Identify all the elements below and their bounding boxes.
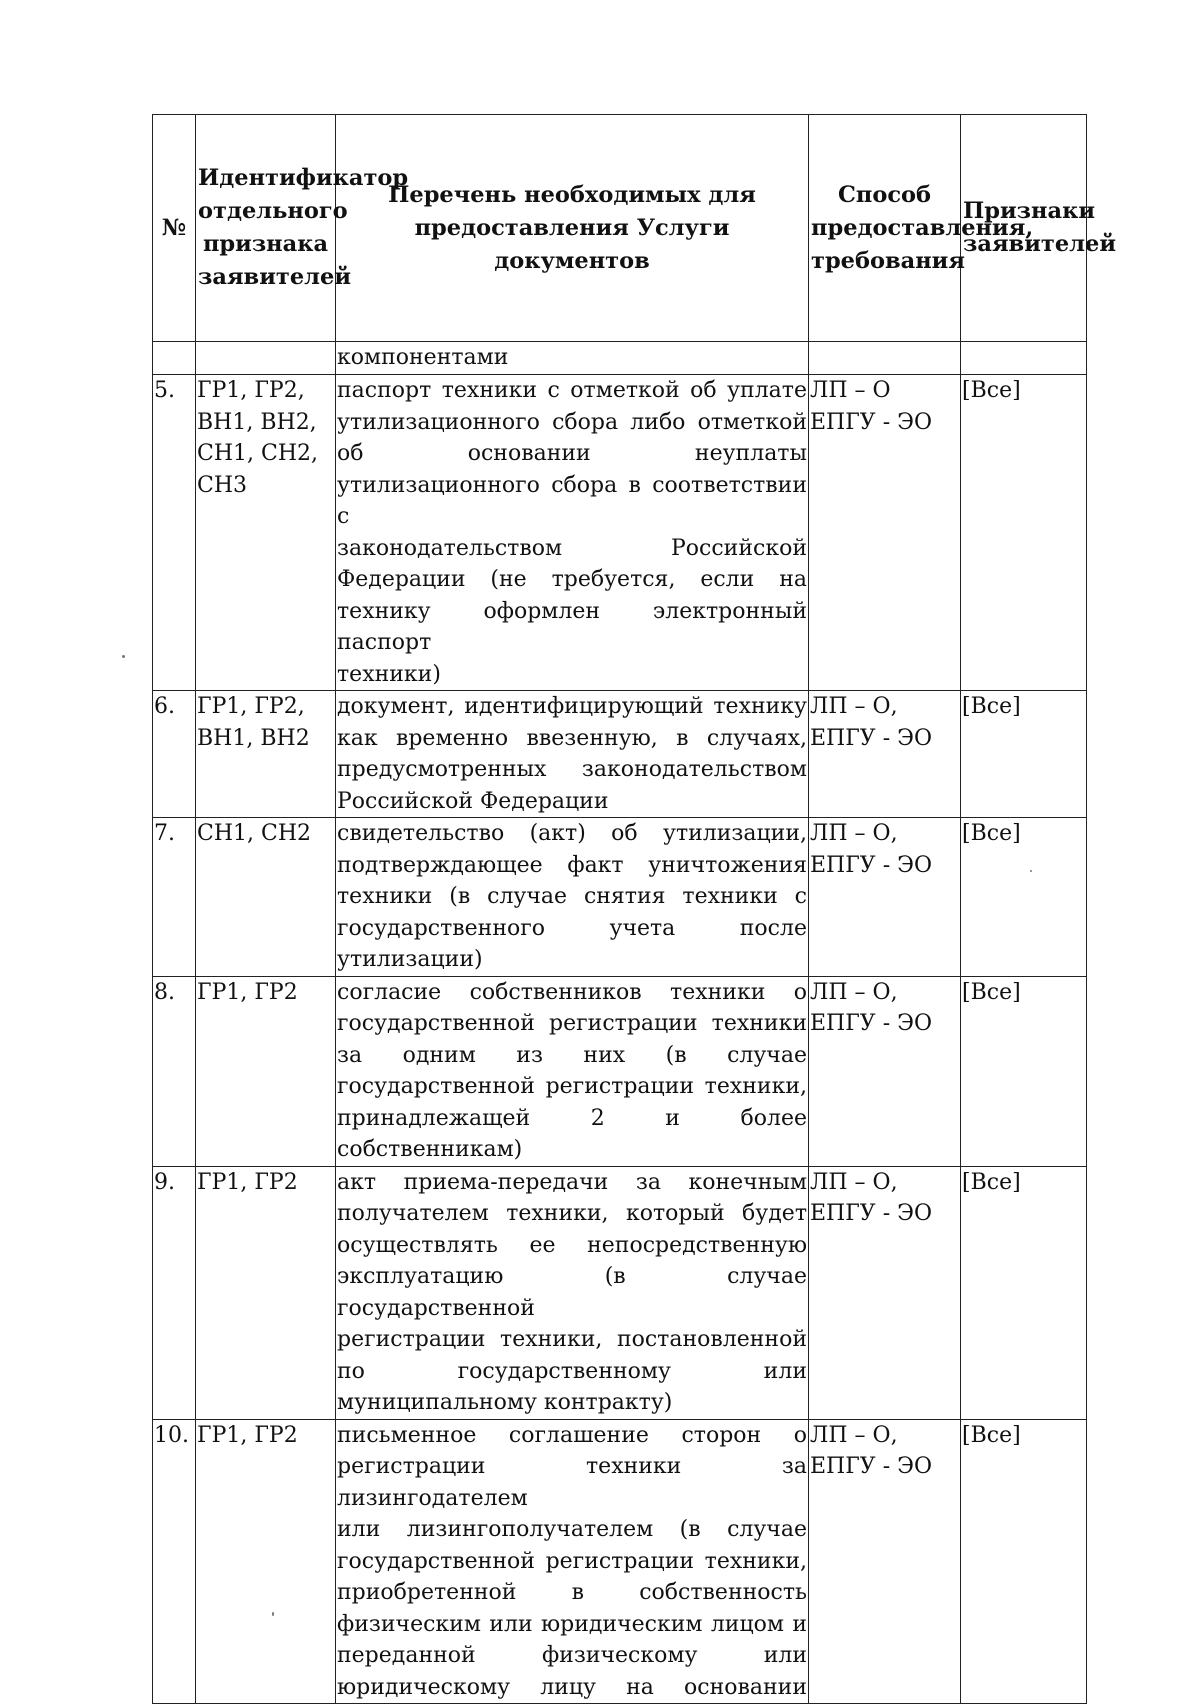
document-line: свидетельство (акт) об утилизации, xyxy=(337,821,807,846)
row-identifier xyxy=(196,976,336,1166)
method-line: ЛП – О, xyxy=(810,979,898,1005)
row-number: 8. xyxy=(153,976,196,1166)
identifier-line: ГР1, ГР2 xyxy=(197,1169,298,1195)
row-number: 7. xyxy=(153,818,196,977)
method-line: ЛП – О, xyxy=(810,1169,898,1195)
method-line: ЕПГУ - ЭО xyxy=(810,725,932,751)
document-line: юридическому лицу на основании xyxy=(337,1674,807,1700)
identifier-line: СН3 xyxy=(197,472,248,498)
document-line: эксплуатацию (в случае государственной xyxy=(337,1264,807,1321)
row-document-text xyxy=(336,1166,809,1419)
row-number: 10. xyxy=(153,1419,196,1704)
table-header-row xyxy=(153,115,1087,342)
table-row xyxy=(153,691,1087,818)
document-line: утилизационного сбора в соответствии с xyxy=(337,472,807,529)
identifier-line: ГР1, ГР2, xyxy=(197,378,305,403)
document-line: физическим или юридическим лицом и xyxy=(337,1611,807,1637)
document-line: техники) xyxy=(337,661,441,687)
header-documents: Перечень необходимых для предоставления Услуги документов xyxy=(336,115,809,342)
row-method xyxy=(809,818,961,977)
document-line: государственного учета после xyxy=(337,915,807,941)
row-document-text xyxy=(336,818,809,977)
scan-speck xyxy=(122,655,125,658)
document-line: собственникам) xyxy=(337,1137,523,1162)
row-document-text xyxy=(336,691,809,818)
document-line: утилизации) xyxy=(337,947,483,972)
document-line: как временно ввезенную, в случаях, xyxy=(337,725,807,751)
header-signs: Признаки заявителей xyxy=(961,115,1087,342)
method-line: ЕПГУ - ЭО xyxy=(810,409,932,435)
document-line: переданной физическому или xyxy=(337,1643,807,1668)
row-method xyxy=(809,691,961,818)
identifier-line: ВН1, ВН2, xyxy=(197,409,317,435)
document-line: или лизингополучателем (в случае xyxy=(337,1517,807,1542)
row-method xyxy=(809,1419,961,1704)
document-line: паспорт техники с отметкой об уплате xyxy=(337,378,807,403)
method-line: ЛП – О, xyxy=(810,821,898,846)
row-number: 5. xyxy=(153,375,196,691)
document-line: осуществлять ее непосредственную xyxy=(337,1232,807,1258)
table-row xyxy=(153,818,1087,977)
header-identifier: Идентификатор отдельного признака заявителей xyxy=(196,115,336,342)
identifier-line: ГР1, ГР2 xyxy=(197,1422,298,1448)
document-line: регистрации техники, постановленной xyxy=(337,1327,807,1352)
header-number: № xyxy=(153,115,196,342)
row-identifier xyxy=(196,375,336,691)
method-line: ЕПГУ - ЭО xyxy=(810,852,932,878)
document-line: регистрации техники за лизингодателем xyxy=(337,1454,807,1511)
row-method xyxy=(809,375,961,691)
row-signs: [Все] xyxy=(961,1419,1087,1704)
document-line: технику оформлен электронный паспорт xyxy=(337,598,807,655)
continuation-text: компонентами xyxy=(336,342,809,375)
row-identifier xyxy=(196,691,336,818)
method-line: ЛП – О, xyxy=(810,1422,898,1448)
document-line: акт приема-передачи за конечным xyxy=(337,1169,807,1195)
scan-speck xyxy=(272,1612,274,1616)
document-line: Российской Федерации xyxy=(337,788,609,814)
row-signs: [Все] xyxy=(961,818,1087,977)
document-line: по государственному или xyxy=(337,1358,807,1384)
documents-table xyxy=(152,114,1117,1704)
document-line: принадлежащей 2 и более xyxy=(337,1105,807,1131)
table-row xyxy=(153,375,1087,691)
document-line: за одним из них (в случае xyxy=(337,1042,807,1068)
row-document-text xyxy=(336,976,809,1166)
method-line: ЛП – О, xyxy=(810,694,898,719)
row-method xyxy=(809,1166,961,1419)
row-document-text xyxy=(336,1419,809,1704)
header-method: Способ предоставления, требования xyxy=(809,115,961,342)
continuation-row xyxy=(153,342,1087,375)
row-document-text xyxy=(336,375,809,691)
identifier-line: СН1, СН2, xyxy=(197,441,319,466)
row-signs: [Все] xyxy=(961,976,1087,1166)
table-row xyxy=(153,1166,1087,1419)
scan-speck xyxy=(1030,870,1032,872)
document-line: государственной регистрации техники, xyxy=(337,1548,807,1574)
method-line: ЕПГУ - ЭО xyxy=(810,1201,932,1226)
method-line: ЕПГУ - ЭО xyxy=(810,1454,932,1479)
document-line: государственной регистрации техники, xyxy=(337,1074,807,1099)
document-line: техники (в случае снятия техники с xyxy=(337,884,807,909)
row-signs: [Все] xyxy=(961,691,1087,818)
table-row xyxy=(153,1419,1087,1704)
document-line: утилизационного сбора либо отметкой xyxy=(337,409,807,435)
document-line: приобретенной в собственность xyxy=(337,1580,807,1605)
document-line: согласие собственников техники о xyxy=(337,979,807,1005)
row-number: 9. xyxy=(153,1166,196,1419)
document-line: Федерации (не требуется, если на xyxy=(337,567,807,592)
document-line: муниципальному контракту) xyxy=(337,1390,673,1415)
document-line: письменное соглашение сторон о xyxy=(337,1422,807,1448)
row-signs: [Все] xyxy=(961,1166,1087,1419)
row-number: 6. xyxy=(153,691,196,818)
document-line: об основании неуплаты xyxy=(337,441,807,466)
row-identifier xyxy=(196,818,336,977)
method-line: ЛП – О xyxy=(810,378,891,403)
identifier-line: СН1, СН2 xyxy=(197,821,312,846)
document-line: подтверждающее факт уничтожения xyxy=(337,852,807,878)
row-identifier xyxy=(196,1419,336,1704)
table-row xyxy=(153,976,1087,1166)
document-line: получателем техники, который будет xyxy=(337,1201,807,1226)
document-line: документ, идентифицирующий технику xyxy=(337,694,807,719)
identifier-line: ГР1, ГР2, xyxy=(197,694,305,719)
document-line: государственной регистрации техники xyxy=(337,1011,807,1036)
row-signs: [Все] xyxy=(961,375,1087,691)
row-identifier xyxy=(196,1166,336,1419)
document-line: законодательством Российской xyxy=(337,535,807,561)
identifier-line: ВН1, ВН2 xyxy=(197,725,310,751)
document-line: предусмотренных законодательством xyxy=(337,757,807,782)
identifier-line: ГР1, ГР2 xyxy=(197,979,298,1005)
method-line: ЕПГУ - ЭО xyxy=(810,1011,932,1036)
row-method xyxy=(809,976,961,1166)
